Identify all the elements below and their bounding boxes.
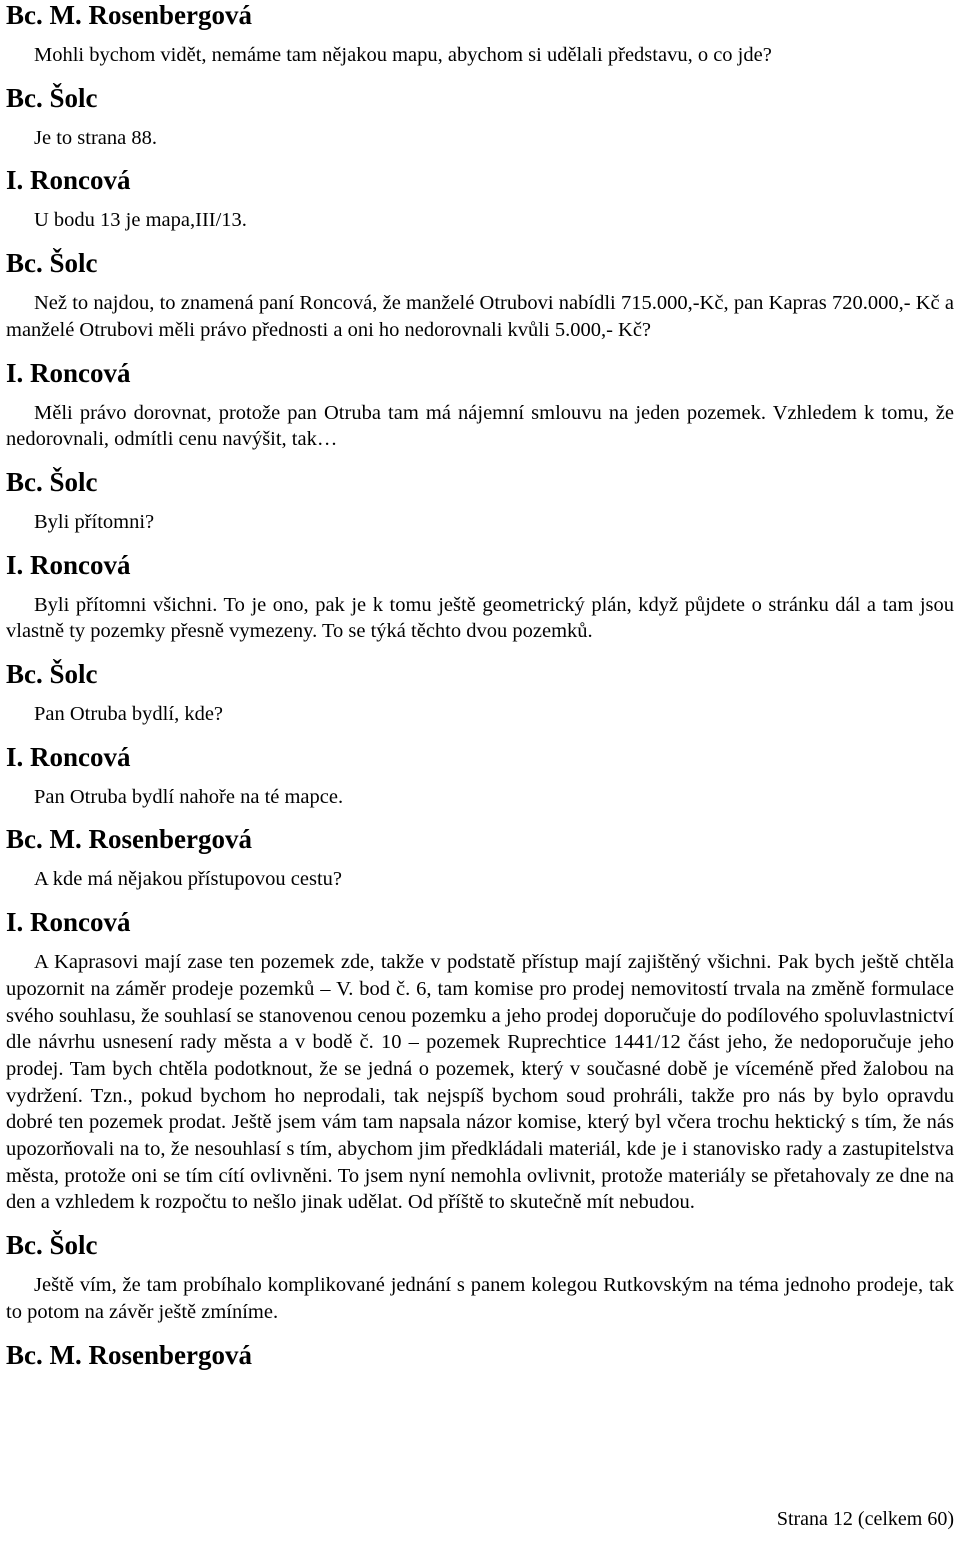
utterance-text: Byli přítomni všichni. To je ono, pak je k tomu ještě geometrický plán, když půjdete o stránku dál a tam jsou vlastně ty pozemky přesně vymezeny. To se týká těchto dvou pozemků. <box>6 593 954 643</box>
utterance-text: Mohli bychom vidět, nemáme tam nějakou mapu, abychom si udělali představu, o co jde? <box>34 44 772 66</box>
transcript-entry <box>0 659 960 742</box>
speaker-name: Bc. Šolc <box>6 466 98 497</box>
transcript-entry <box>0 83 960 166</box>
transcript-entry <box>0 467 960 550</box>
utterance-text: Měli právo dorovnat, protože pan Otruba tam má nájemní smlouvu na jeden pozemek. Vzhledem k tomu, že nedorovnali, odmítli cenu navýšit, tak… <box>6 401 954 451</box>
utterance-text: Pan Otruba bydlí, kde? <box>34 703 224 726</box>
speaker-name: I. Roncová <box>6 165 131 196</box>
utterance-text: Byli přítomni? <box>34 510 155 533</box>
speaker-name: I. Roncová <box>6 549 131 580</box>
transcript-entry <box>0 165 960 248</box>
speaker-name: Bc. Šolc <box>6 82 98 113</box>
speaker-name: Bc. Šolc <box>6 1230 98 1261</box>
speaker-name: Bc. M. Rosenbergová <box>6 1339 252 1370</box>
utterance-text: Pan Otruba bydlí nahoře na té mapce. <box>34 785 344 808</box>
utterance-text: U bodu 13 je mapa,III/13. <box>34 209 247 232</box>
transcript-entry <box>0 0 960 83</box>
page-number: Strana 12 (celkem 60) <box>776 1508 954 1530</box>
transcript-entry <box>0 742 960 825</box>
utterance-text: A Kaprasovi mají zase ten pozemek zde, takže v podstatě přístup mají zajištěný všichni. Pak bych ještě chtěla upozornit na záměr prodeje pozemků – V. bod č. 6, tam komise pro prodej nemovitostí trvala na změně formulace svého souhlasu, že souhlasí se stanovenou cenou pozemku a jeho prodej doporučuje do podílového spoluvlastnictví dle návrhu usnesení rady města a v bodě č. 10 – pozemek Ruprechtice 1441/12 část jeho, že nedoporučuje jeho prodej. Tam bych chtěla podotknout, že se jedná o pozemek, který v současné době je víceméně před žalobou na vydržení. Tzn., pokud bychom ho neprodali, tak nejspíš bychom soud prohráli, takže pro nás by bylo opravdu dobré ten pozemek prodat. Ještě jsem vám tam napsala názor komise, který byl včera trochu hektický s tím, že nás upozorňovali na to, že nesouhlasí s tím, abychom jim předkládali materiál, kde je i stanovisko rady a zastupitelstva města, protože oni se tím cítí ovlivněni. To jsem nyní nemohla ovlivnit, protože materiály se přetahovaly ze dne na den a vzhledem k rozpočtu to nešlo jinak udělat. Od příště to skutečně mít nebudou. <box>6 951 954 1214</box>
speaker-name: Bc. M. Rosenbergová <box>6 0 252 30</box>
transcript-entry <box>0 824 960 907</box>
utterance-text: A kde má nějakou přístupovou cestu? <box>34 868 343 891</box>
transcript-entry <box>0 1230 960 1339</box>
speaker-name: Bc. M. Rosenbergová <box>6 824 252 855</box>
utterance-text: Je to strana 88. <box>34 126 157 149</box>
transcript-entry <box>0 550 960 659</box>
speaker-name: I. Roncová <box>6 741 131 772</box>
utterance-text: Než to najdou, to znamená paní Roncová, že manželé Otrubovi nabídli 715.000,-Kč, pan Kapras 720.000,- Kč a manželé Otrubovi měli právo přednosti a oni ho nedorovnali kvůli 5.000,- Kč? <box>6 292 954 341</box>
transcript-entry <box>0 358 960 467</box>
speaker-name: Bc. Šolc <box>6 659 98 690</box>
speaker-name: I. Roncová <box>6 907 131 938</box>
transcript-entry <box>0 1340 960 1370</box>
transcript-entry <box>0 907 960 1230</box>
utterance-text: Ještě vím, že tam probíhalo komplikované jednání s panem kolegou Rutkovským na téma jednoho prodeje, tak to potom na závěr ještě zmíníme. <box>6 1274 954 1323</box>
transcript-entry <box>0 248 960 357</box>
speaker-name: Bc. Šolc <box>6 248 98 279</box>
speaker-name: I. Roncová <box>6 357 131 388</box>
